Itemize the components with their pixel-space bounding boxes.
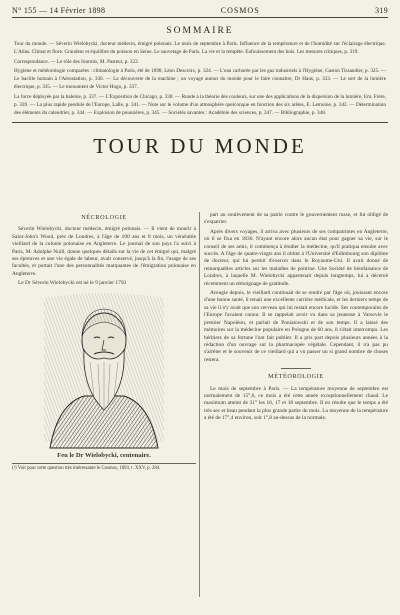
right-column [204, 212, 388, 602]
sommaire-paragraph: La force déployée par la baleine, p. 337. — L'Exposition de Chicago, p. 338. — Ronde à la théorie des couleurs, sur une des applications de la dispersion de la lumière, Em. Frère, p. 339. — La plus rapide pendule de l'Europe, Lalle, p. 341. — Note sur le volume d'un atmosphère quelconque en fonction des six arêtes, E. Lemoine, p. 342. — Détermination des éléments du calendrier, p. 344. — Explosion de poussières, p. 345. — Sociétés savantes : Académie des sciences, p. 347. — Bibliographie, p. 348. [14, 94, 386, 117]
rubric-meteorologie: MÉTÉOROLOGIE [268, 373, 324, 381]
sommaire-divider [12, 122, 388, 123]
sommaire-paragraph: Correspondance. — Le rôle des fourmis, M. Pasteur, p. 322. [14, 58, 139, 65]
sommaire-paragraph: Tour du monde. — Séverin Wielobycki, docteur médecin, émigré polonais. Le mois de septembre à Paris. Influence de la température et de l'humidité sur l'éclairage électrique. L'Atlas. Climat et flore. Grandeur et équilibre du poisson en Seine. Le sauvetage de Paris. La vie et la tempête. Enfouissement des bois. Les mesures critiques, p. 319. [14, 41, 386, 56]
article-paragraph: Aveugle depuis, le vieillard continuait de se rendre par l'âge où, jouissant encore d'une bonne santé, il tenait une excellente carrière médicale, et les derniers temps de sa vie il n'y avait que son cerveau qui lui restait encore lucide. Ses contemporains de l'Europe l'avaient connu. Il se rappelait avoir vu dans sa jeunesse à Varsovie le premier Napoléon, et parlait de Poniatowski et de son temps. Il a laissé des mémoires sur la médecine populaire en Pologne de 60 ans, il s'était interrompu. Les héritiers de sa fortune l'ont fait publier. Il a pris part depuis plusieurs années à la rédaction d'un ouvrage sur la pharmacopée végétale. Cependant, il n'a pas pu s'arrêter et le souvenir de ce vieillard qui a vu passer un si grand nombre de choses restera. [204, 290, 388, 363]
article-columns [12, 212, 388, 602]
portrait-engraving [40, 292, 168, 450]
sommaire-paragraph: Hygiène et météorologie comparées : climatologie à Paris, été de 1898, Léon Descroix, p. 324. — L'eau carburée par les gaz industriels à l'Hygiène, Gaston Tissandier, p. 325. — Le bacille humain à l'Aérostation, p. 330. — La découverte de la machine ; un voyage autour du monde pour le faire connaître, Dr Haus, p. 333. — Le sort de la lumière électrique, p. 335. — Le monument de Victor Hugo, p. 337. [14, 68, 386, 91]
article-lead: Séverin Wielobycki, docteur médecin, émigré polonais. — Il vient de mourir à Saint-John's Wood, près de Londres, à l'âge de 100 ans et 8 mois, un vénérable vieillard de la colonie polonaise en Angleterre. Le journal de son pays l'a suivi à Paris, M. Adolphe Nuill, donne quelques détails sur la vie de cet émigré qui, malgré ses épreuves et une vie égale de labeur, avait conservé, jusqu'à la fin, l'usage de ses facultés, et portait l'une des personnalités marquantes de l'émigration polonaise en Angleterre. [12, 226, 196, 277]
section-divider [281, 368, 311, 369]
portrait-caption: Feu le Dr Wielobycki, centenaire. [57, 451, 151, 459]
running-header [12, 6, 388, 18]
sommaire-body [12, 40, 388, 117]
rubric-necrologie: NÉCROLOGIE [81, 214, 127, 221]
column-divider [199, 212, 200, 597]
sommaire-title: SOMMAIRE [166, 26, 234, 36]
article-paragraph: Le mois de septembre à Paris. — La température moyenne de septembre est normalement de 15°,6, ce mois a été cette année exceptionnellement chaud. Le maximum atteint de 31° les 16, 17 et 18 septembre. Il en résulte que le temps a été très sec et beau pendant la plus grande partie du mois. La moyenne de la température a été de 17°,4 environ, soit 1°,8 au-dessus de la normale. [204, 385, 388, 422]
article-paragraph: Après divers voyages, il arriva avec plusieurs de ses compatriotes en Angleterre, où il se fixa en 1830. N'ayant encore alors aucun état pour gagner sa vie, sur le conseil de ses amis, il commença à étudier la médecine, qu'il pratiqua ensuite avec succès. A l'âge de quatre-vingts ans il obtint à l'Université d'Edimbourg son diplôme de docteur, qui lui permit d'exercer dans le Royaume-Uni. Il avait donné de remarquables articles sur les maladies de poitrine. Une Société de bienfaisance de Londres, à laquelle M. Wielobycki appartenait depuis longtemps, lui a décerné récemment un témoignage de gratitude. [204, 228, 388, 287]
page-number: 319 [375, 6, 388, 15]
issue-date: N° 155 — 14 Février 1898 [12, 6, 106, 15]
article-paragraph: Le Dr Séverin Wielobycki est né le 9 janvier 1793 [18, 280, 127, 287]
journal-name: COSMOS [220, 6, 260, 15]
left-column [12, 212, 196, 602]
article-paragraph: part au soulèvement de sa patrie contre le gouvernement russe, et fut obligé de s'expatrier. [204, 212, 388, 226]
section-title: TOUR DU MONDE [93, 134, 307, 159]
footnote: (¹) Voir pour cette question très intéressante le Cosmos, 1893, t. XXV, p. 284. [12, 463, 196, 473]
